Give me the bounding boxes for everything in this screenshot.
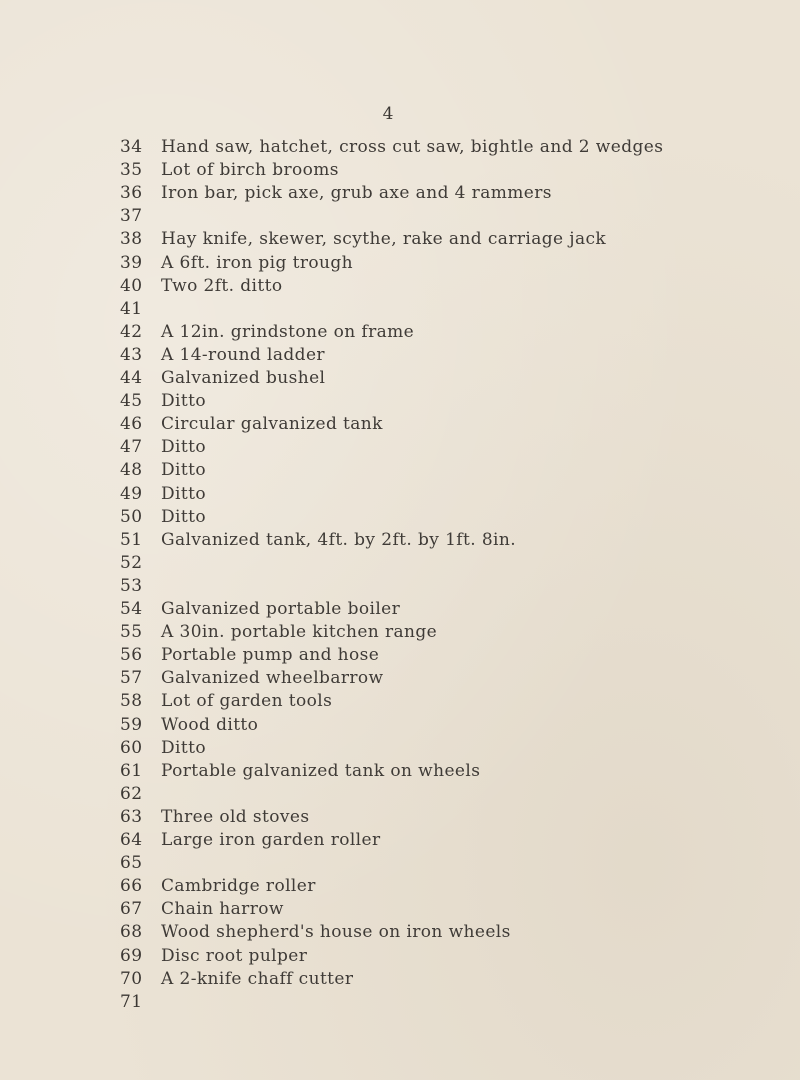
lot-row <box>0 898 800 921</box>
lot-row <box>0 367 800 390</box>
lot-number: 35 <box>120 160 143 181</box>
lot-number: 54 <box>120 599 143 619</box>
lot-number: 44 <box>120 368 143 388</box>
lot-number: 37 <box>120 206 143 227</box>
lot-row <box>0 413 800 436</box>
lot-description: Ditto <box>161 483 206 504</box>
lot-description: A 30in. portable kitchen range <box>161 622 438 643</box>
lot-description: A 6ft. iron pig trough <box>161 252 353 273</box>
lot-description: Ditto <box>161 391 206 412</box>
lot-number: 55 <box>120 622 143 643</box>
lot-number: 41 <box>120 298 143 319</box>
lot-description: Ditto <box>161 506 206 527</box>
lot-row <box>0 875 800 898</box>
lot-row <box>0 575 800 598</box>
lot-row <box>0 621 800 644</box>
lot-description: Cambridge roller <box>161 876 316 897</box>
lot-row <box>0 182 800 205</box>
lot-description: Ditto <box>161 437 206 458</box>
lot-number: 59 <box>120 714 143 735</box>
lot-row <box>0 252 800 275</box>
lot-row <box>0 136 800 159</box>
lot-row <box>0 852 800 875</box>
lot-row <box>0 459 800 482</box>
lot-row <box>0 644 800 667</box>
lot-number: 62 <box>120 783 143 804</box>
lot-description: Galvanized bushel <box>161 368 326 388</box>
lot-number: 63 <box>120 806 143 827</box>
lot-number: 57 <box>120 668 143 689</box>
lot-row <box>0 667 800 690</box>
lot-description: Portable galvanized tank on wheels <box>161 760 481 781</box>
lot-row <box>0 829 800 852</box>
lot-number: 49 <box>120 483 143 504</box>
lot-description: Ditto <box>161 737 206 758</box>
lot-row <box>0 760 800 783</box>
lot-number: 64 <box>120 830 143 850</box>
lot-description: Large iron garden roller <box>161 830 381 850</box>
lot-number: 68 <box>120 922 143 943</box>
lot-description: Ditto <box>161 460 206 481</box>
lot-row <box>0 991 800 1014</box>
lot-description: Disc root pulper <box>161 945 308 966</box>
lot-description: Galvanized wheelbarrow <box>161 668 384 689</box>
lot-row <box>0 921 800 944</box>
lot-description: Lot of birch brooms <box>161 160 339 181</box>
lot-description: Galvanized portable boiler <box>161 599 401 619</box>
lot-description: Iron bar, pick axe, grub axe and 4 rammers <box>161 183 552 204</box>
lot-row <box>0 945 800 968</box>
lot-description: Two 2ft. ditto <box>161 275 283 296</box>
lot-number: 58 <box>120 691 143 712</box>
lot-row <box>0 321 800 344</box>
lot-description: Circular galvanized tank <box>161 414 383 435</box>
lot-row <box>0 483 800 506</box>
lot-description: Chain harrow <box>161 899 284 920</box>
lot-number: 42 <box>120 321 143 342</box>
lot-number: 36 <box>120 183 143 204</box>
lot-number: 71 <box>120 991 143 1012</box>
lot-number: 53 <box>120 575 143 596</box>
lot-description: A 14-round ladder <box>161 344 325 365</box>
lot-row <box>0 228 800 251</box>
lot-number: 60 <box>120 737 143 758</box>
lot-row <box>0 275 800 298</box>
lot-number: 66 <box>120 876 143 897</box>
lot-number: 38 <box>120 229 143 250</box>
lot-row <box>0 783 800 806</box>
lot-number: 50 <box>120 506 143 527</box>
lot-number: 61 <box>120 760 143 781</box>
lot-row <box>0 552 800 575</box>
lot-number: 48 <box>120 460 143 481</box>
lot-row <box>0 968 800 991</box>
lot-row <box>0 205 800 228</box>
lot-number: 45 <box>120 391 143 412</box>
lot-row <box>0 506 800 529</box>
lot-description: A 2-knife chaff cutter <box>161 968 354 989</box>
lot-description: Galvanized tank, 4ft. by 2ft. by 1ft. 8in. <box>161 529 517 550</box>
lot-row <box>0 806 800 829</box>
lot-description: Three old stoves <box>161 806 310 827</box>
lot-number: 46 <box>120 414 143 435</box>
lot-description: A 12in. grindstone on frame <box>161 321 415 342</box>
lot-number: 56 <box>120 645 143 666</box>
lot-number: 65 <box>120 853 143 874</box>
lot-row <box>0 737 800 760</box>
lot-number: 70 <box>120 968 143 989</box>
lot-number: 51 <box>120 529 143 550</box>
lot-row <box>0 159 800 182</box>
lot-description: Portable pump and hose <box>161 645 380 666</box>
lot-description: Wood ditto <box>161 714 259 735</box>
lot-row <box>0 529 800 552</box>
lot-number: 39 <box>120 252 143 273</box>
lot-row <box>0 436 800 459</box>
page-number: 4 <box>382 104 394 124</box>
lot-row <box>0 598 800 621</box>
lot-number: 47 <box>120 437 143 458</box>
lot-description: Wood shepherd's house on iron wheels <box>161 922 511 943</box>
lot-row <box>0 390 800 413</box>
lot-description: Lot of garden tools <box>161 691 333 712</box>
lot-number: 67 <box>120 899 143 920</box>
lot-row <box>0 298 800 321</box>
lot-number: 69 <box>120 945 143 966</box>
lot-number: 34 <box>120 137 143 157</box>
lot-number: 40 <box>120 275 143 296</box>
lot-row <box>0 690 800 713</box>
lot-number: 52 <box>120 552 143 573</box>
lot-row <box>0 714 800 737</box>
lot-description: Hay knife, skewer, scythe, rake and carriage jack <box>161 229 607 250</box>
lot-number: 43 <box>120 344 143 365</box>
lot-description: Hand saw, hatchet, cross cut saw, bightle and 2 wedges <box>161 137 664 157</box>
lot-row <box>0 344 800 367</box>
